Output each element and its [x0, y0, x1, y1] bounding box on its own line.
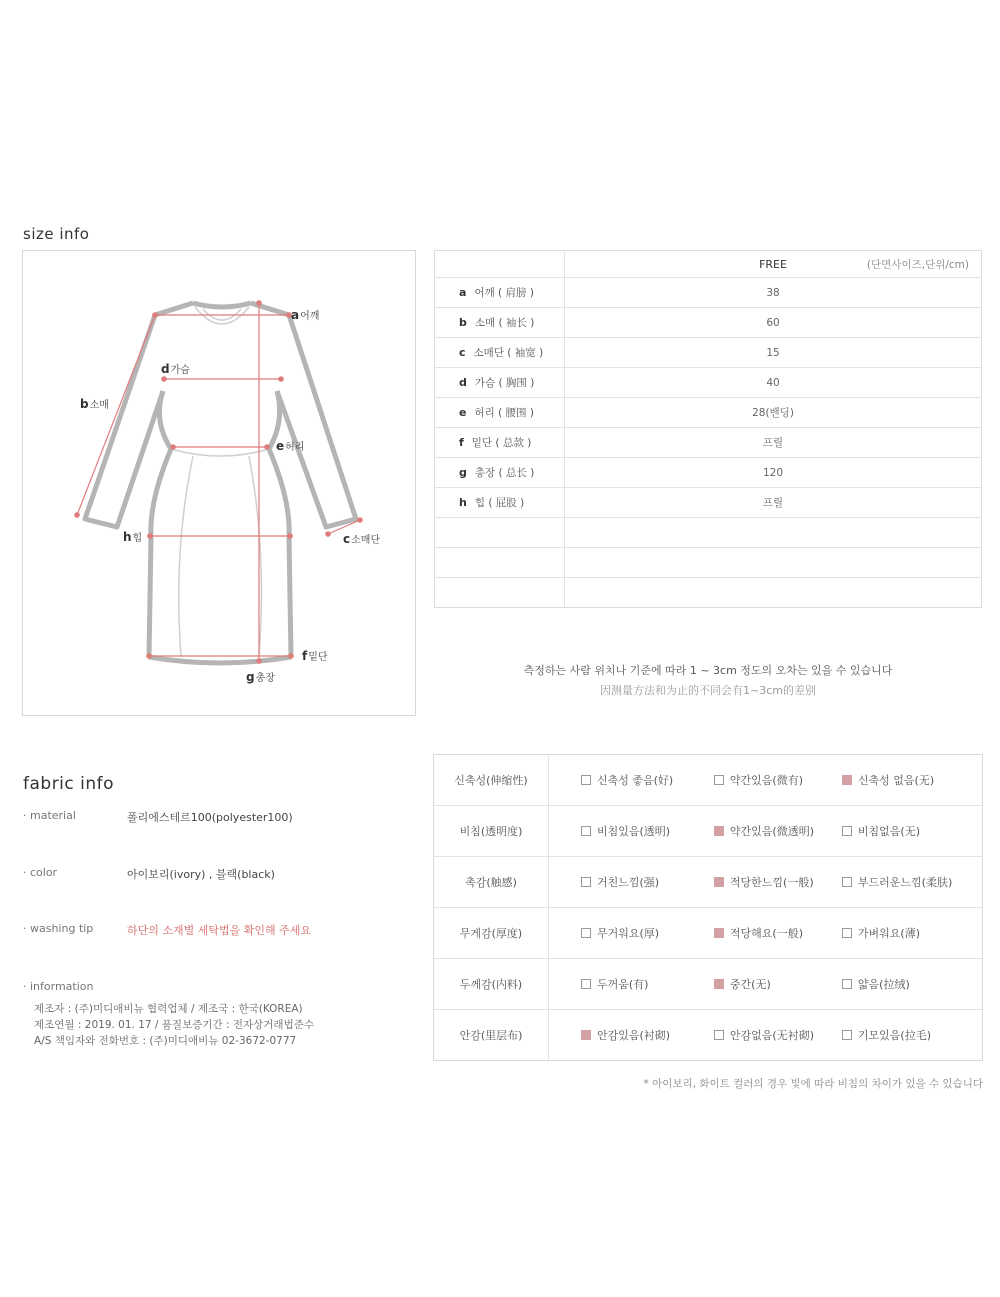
fabric-option-label: 얇음(拉绒): [857, 978, 910, 991]
washing-key: · washing tip: [23, 922, 94, 935]
size-info-title: size info: [23, 225, 90, 243]
size-table: [434, 250, 982, 608]
table-row: c 소매단 ( 袖宽 ) 15: [435, 338, 982, 368]
table-row: h 힙 ( 屁股 ) 프릴: [435, 488, 982, 518]
table-row-empty: [435, 578, 982, 608]
fabric-option: [832, 1010, 983, 1061]
fabric-option-label: 중간(无): [729, 978, 771, 991]
table-row: b 소매 ( 袖长 ) 60: [435, 308, 982, 338]
unchecked-box-icon: [842, 928, 852, 938]
fabric-option-label: 신축성 좋음(好): [597, 774, 674, 787]
size-value: 프릴: [565, 488, 982, 518]
unchecked-box-icon: [842, 877, 852, 887]
fabric-row-label: 두께감(内料): [434, 959, 549, 1010]
label-e: e허리: [276, 439, 305, 453]
unchecked-box-icon: [842, 979, 852, 989]
fabric-option-label: 비침없음(无): [857, 825, 920, 838]
dress-illustration: [23, 251, 417, 717]
fabric-row: [434, 755, 983, 806]
fabric-option-label: 안감있음(衬砌): [597, 1029, 671, 1042]
fabric-option-label: 약간있음(微透明): [729, 825, 814, 838]
label-d: d가슴: [161, 362, 190, 376]
fabric-option: [704, 959, 832, 1010]
unchecked-box-icon: [842, 1030, 852, 1040]
fabric-option-label: 비침있음(透明): [597, 825, 671, 838]
checked-box-icon: [581, 1030, 591, 1040]
fabric-option: [704, 1010, 832, 1061]
unchecked-box-icon: [581, 928, 591, 938]
checked-box-icon: [714, 979, 724, 989]
fabric-option: [832, 857, 983, 908]
fabric-row-label: 무게감(厚度): [434, 908, 549, 959]
unchecked-box-icon: [842, 826, 852, 836]
fabric-option-label: 약간있음(微有): [729, 774, 803, 787]
measurement-note-zh: 因测量方法和为止的不同会有1~3cm的差别: [600, 684, 816, 697]
size-value: 60: [565, 308, 982, 338]
fabric-table: [433, 754, 983, 1061]
fabric-option-label: 적당해요(一般): [729, 927, 803, 940]
size-value: 15: [565, 338, 982, 368]
unchecked-box-icon: [581, 826, 591, 836]
label-a: a어깨: [291, 308, 320, 322]
size-free-label: FREE: [759, 257, 787, 271]
material-key: · material: [23, 809, 76, 822]
size-value: 120: [565, 458, 982, 488]
fabric-option-label: 부드러운느낌(柔肤): [857, 876, 953, 889]
fabric-option-label: 기모있음(拉毛): [857, 1029, 931, 1042]
fabric-option: [832, 959, 983, 1010]
unchecked-box-icon: [714, 775, 724, 785]
label-f: f밑단: [302, 649, 328, 663]
fabric-option: [549, 908, 704, 959]
unchecked-box-icon: [581, 979, 591, 989]
table-row: g 총장 ( 总长 ) 120: [435, 458, 982, 488]
fabric-option-label: 두꺼움(有): [597, 978, 649, 991]
fabric-option-label: 거친느낌(强): [597, 876, 660, 889]
fabric-row: [434, 908, 983, 959]
fabric-row-label: 비침(透明度): [434, 806, 549, 857]
fabric-option: [704, 908, 832, 959]
unit-note: (단면사이즈,단위/cm): [866, 259, 969, 271]
washing-value: 하단의 소재별 세탁법을 확인해 주세요: [127, 924, 312, 937]
size-diagram: [22, 250, 416, 716]
fabric-option-label: 무거워요(厚): [597, 927, 660, 940]
fabric-option: [704, 806, 832, 857]
checked-box-icon: [714, 826, 724, 836]
size-value: 28(밴딩): [565, 398, 982, 428]
color-value: 아이보리(ivory) , 블랙(black): [127, 868, 275, 881]
fabric-row: [434, 857, 983, 908]
color-key: · color: [23, 866, 58, 879]
size-value: 40: [565, 368, 982, 398]
fabric-option: [549, 755, 704, 806]
info-line-as: A/S 책임자와 전화번호 : (주)미디애비뉴 02-3672-0777: [34, 1035, 297, 1047]
size-value: 38: [565, 278, 982, 308]
fabric-row: [434, 959, 983, 1010]
fabric-option-label: 적당한느낌(一般): [729, 876, 814, 889]
unchecked-box-icon: [581, 877, 591, 887]
info-line-maker: 제조자 : (주)미디애비뉴 협력업체 / 제조국 : 한국(KOREA): [34, 1003, 303, 1015]
fabric-info-title: fabric info: [23, 774, 115, 794]
fabric-row: [434, 1010, 983, 1061]
table-row: e 허리 ( 腰围 ) 28(밴딩): [435, 398, 982, 428]
fabric-option: [549, 959, 704, 1010]
fabric-option: [704, 755, 832, 806]
fabric-row-label: 촉감(触感): [434, 857, 549, 908]
size-table-header: [435, 251, 982, 278]
fabric-option-label: 신축성 없음(无): [857, 774, 935, 787]
unchecked-box-icon: [714, 1030, 724, 1040]
fabric-row-label: 안감(里层布): [434, 1010, 549, 1061]
unchecked-box-icon: [581, 775, 591, 785]
label-c: c소매단: [343, 532, 381, 546]
checked-box-icon: [842, 775, 852, 785]
fabric-option-label: 안감없음(无衬砌): [729, 1029, 814, 1042]
label-h: h힙: [123, 530, 143, 544]
checked-box-icon: [714, 877, 724, 887]
table-row: d 가슴 ( 胸围 ) 40: [435, 368, 982, 398]
label-b: b소매: [80, 397, 109, 411]
measurement-note-ko: 측정하는 사람 위치나 기준에 따라 1 ~ 3cm 정도의 오차는 있을 수 있습니다: [523, 664, 893, 677]
label-g: g총장: [246, 670, 275, 684]
table-row-empty: [435, 548, 982, 578]
fabric-option-label: 가벼워요(薄): [857, 927, 920, 940]
fabric-row-label: 신축성(伸缩性): [434, 755, 549, 806]
fabric-option: [549, 1010, 704, 1061]
fabric-option: [832, 806, 983, 857]
fabric-option: [704, 857, 832, 908]
fabric-note: * 아이보리, 화이트 컬러의 경우 빛에 따라 비침의 차이가 있을 수 있습니다: [643, 1078, 983, 1090]
table-row: f 밑단 ( 总款 ) 프릴: [435, 428, 982, 458]
fabric-option: [549, 806, 704, 857]
fabric-option: [832, 908, 983, 959]
size-value: 프릴: [565, 428, 982, 458]
table-row-empty: [435, 518, 982, 548]
information-key: · information: [23, 980, 94, 993]
table-row: a 어깨 ( 肩膀 ) 38: [435, 278, 982, 308]
info-line-date: 제조연월 : 2019. 01. 17 / 품질보증기간 : 전자상거래법준수: [34, 1019, 315, 1031]
fabric-option: [549, 857, 704, 908]
fabric-row: [434, 806, 983, 857]
fabric-option: [832, 755, 983, 806]
checked-box-icon: [714, 928, 724, 938]
material-value: 폴리에스테르100(polyester100): [127, 811, 293, 824]
